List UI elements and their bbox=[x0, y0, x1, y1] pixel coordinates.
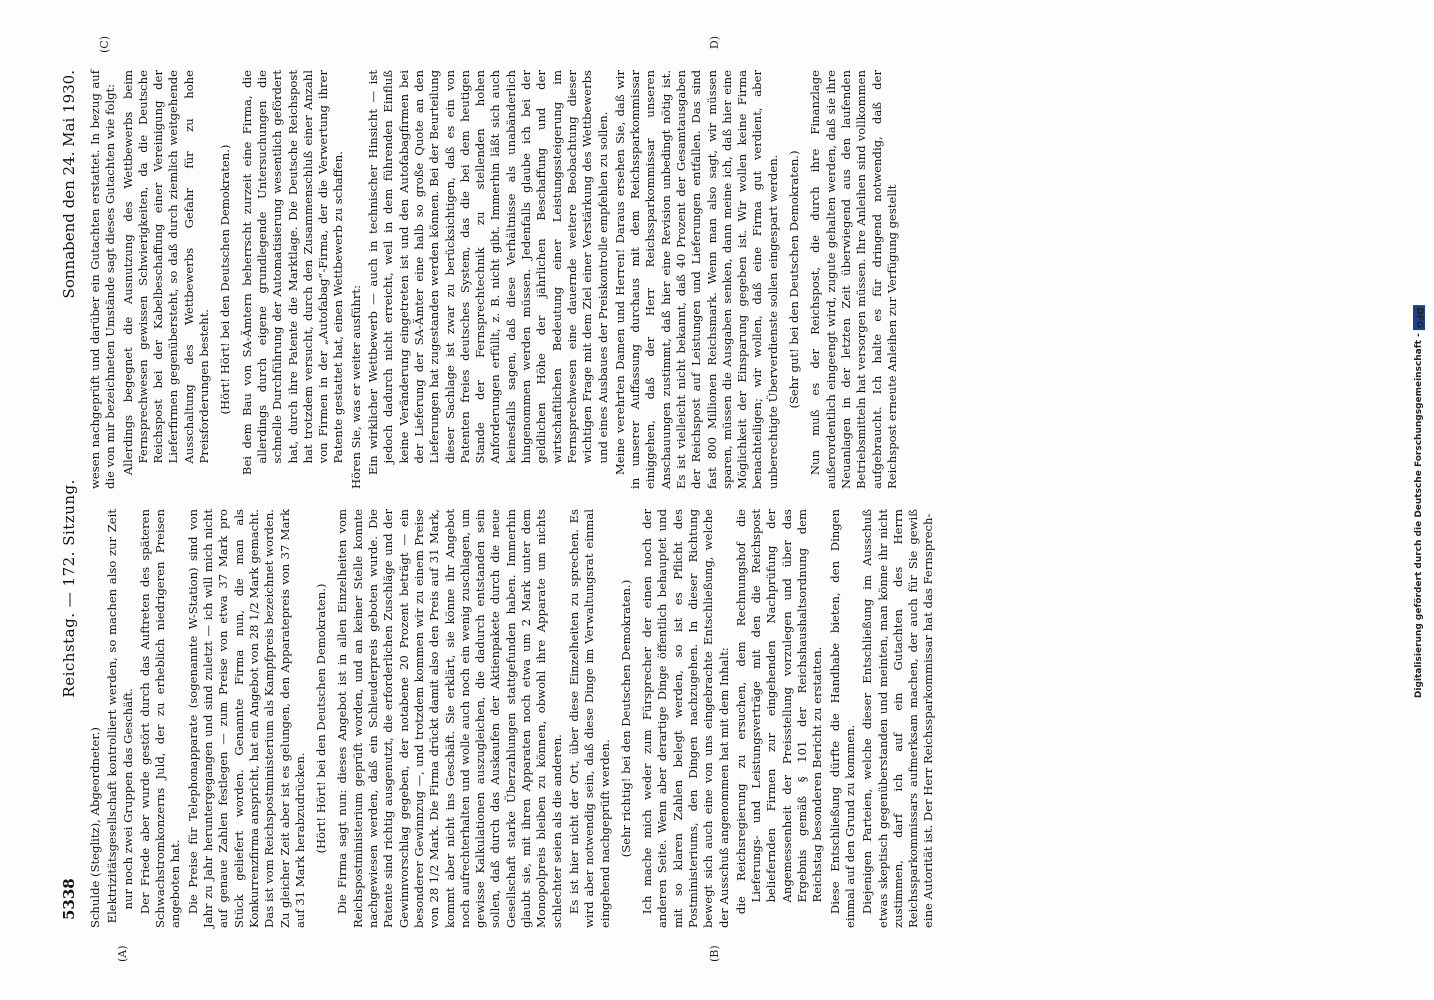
margin-mark-a: (A) bbox=[116, 945, 129, 962]
margin-mark-c: (C) bbox=[98, 36, 111, 53]
paragraph: wesen nachgeprüft und darüber ein Gutachten erstattet. In bezug auf die von mir bezeichneten Umstände sagt dieses Gutachten wie folgt: bbox=[88, 70, 118, 489]
digitization-credit bbox=[1404, 0, 1434, 1000]
dfg-logo: DFG bbox=[1414, 307, 1424, 329]
interjection: (Hört! Hört! bei den Deutschen Demokraten.) bbox=[218, 144, 233, 415]
paragraph: Der Friede aber wurde gestört durch das Auftreten des späteren Schwachstromkonzerns Juld, der zu erheblich niedrigeren Preisen angeboten hat. bbox=[137, 509, 183, 928]
paragraph: Elektrizitätsgesellschaft kontrolliert werden, so machen also zur Zeit nur noch zwei Gruppen das Geschäft. bbox=[105, 509, 135, 924]
credit-text: Digitalisierung gefördert durch die Deutsche Forschungsgemeinschaft - bbox=[1414, 333, 1424, 699]
paragraph: Ich mache mich weder zum Fürsprecher der einen noch der anderen Seite. Wenn aber derartige Dinge öffentlich behauptet und mit so klaren Zahlen belegt werden, so ist es Pflicht des Postministeriums, den Dingen nachzugehen. In dieser Richtung bewegt sich auch eine von uns eingebrachte Entschließung, welche der Ausschuß angenommen hat mit dem Inhalt: bbox=[640, 509, 731, 928]
paragraph: Es ist hier nicht der Ort, über diese Einzelheiten zu sprechen. Es wird aber notwendig sein, daß diese Dinge im Verwaltungsrat einmal eingehend nachgeprüft werden. bbox=[566, 509, 612, 928]
right-column bbox=[88, 36, 939, 489]
paragraph: Hören Sie, was er weiter ausführt: bbox=[348, 285, 363, 489]
page-header bbox=[60, 70, 78, 928]
left-column bbox=[88, 509, 939, 962]
interjection: (Sehr richtig! bei den Deutschen Demokraten.) bbox=[618, 579, 633, 858]
interjection: (Hört! Hört! bei den Deutschen Demokraten.) bbox=[314, 583, 329, 854]
quoted-report: Allerdings begegnet die Ausnutzung des Wettbewerbs beim Fernsprechwesen gewissen Schwierigkeiten, da die Deutsche Reichspost bei der Kabelbeschaffung einer Vereinigung der Lieferfirmen gegenübersteht, so daß durch ziemlich weitgehende Ausschaltung des Wettbewerbs Gefahr für zu hohe Preisforderungen besteht. bbox=[120, 70, 212, 476]
quoted-report: Bei dem Bau von SA-Ämtern beherrscht zurzeit eine Firma, die allerdings durch eigene grundlegende Untersuchungen die schnelle Durchführung der Automatisierung wesentlich gefördert hat, durch ihre Patente die Marktlage. Die Deutsche Reichspost hat trotzdem versucht, durch den Zusammenschluß einer Anzahl von Firmen in der „Autofabag“-Firma, der die Verwertung ihrer Patente gestattet hat, einen Wettbewerb zu schaffen. bbox=[239, 70, 346, 476]
quoted-resolution: die Reichsregierung zu ersuchen, dem Rechnungshof die Lieferungs- und Leistungsverträge mit den die Reichspost beliefernden Firmen zur eingehenden Nachprüfung der Angemessenheit der Preisstellung vorzulegen und über das Ergebnis gemäß § 101 der Reichshaushaltsordnung dem Reichstag besonderen Bericht zu erstatten. bbox=[733, 509, 825, 915]
text-columns bbox=[88, 36, 939, 962]
margin-mark-b: (B) bbox=[708, 945, 721, 962]
paragraph: Diejenigen Parteien, welche dieser Entschließung im Ausschuß etwas skeptisch gegenüberstanden und meinten, man könne ihr nicht zustimmen, darf ich auf ein Gutachten des Herrn Reichssparkommissars aufmerksam machen, der auch für Sie gewiß eine Autorität ist. Der Herr Reichssparkommissar hat das Fernsprech- bbox=[860, 509, 936, 928]
page-number: 5338 bbox=[60, 878, 78, 920]
interjection: (Sehr gut! bei den Deutschen Demokraten.) bbox=[787, 150, 802, 409]
paragraph: Diese Entschließung dürfte die Handhabe bieten, den Dingen einmal auf den Grund zu kommen. bbox=[827, 509, 857, 928]
paragraph: Nun muß es der Reichspost, die durch ihre Finanzlage außerordentlich eingeengt wird, zugute gehalten werden, daß sie ihre Neuanlagen in der letzten Zeit überwiegend aus den laufenden Betriebsmitteln hat versorgen müssen. Ihre Anleihen sind vollkommen aufgebraucht. Ich halte es für dringend notwendig, daß der Reichspost erneute Anleihen zur Verfügung gestellt bbox=[808, 70, 899, 489]
margin-mark-d: D) bbox=[708, 36, 721, 50]
paragraph: Meine verehrten Damen und Herren! Daraus ersehen Sie, daß wir in unserer Auffassung durchaus mit dem Reichssparkommissar einiggehen, daß der Herr Reichssparkommissar unseren Anschauungen zustimmt, daß hier eine Revision unbedingt nötig ist. Es ist vielleicht nicht bekannt, daß 40 Prozent der Gesamtausgaben der Reichspost auf Leistungen und Lieferungen entfallen. Das sind fast 800 Millionen Reichsmark. Wenn man also sagt, wir müssen sparen, müssen die Ausgaben senken, dann meine ich, daß hier eine Möglichkeit der Einsparung gegeben ist. Wir wollen keine Firma benachteiligen; wir wollen, daß eine Firma gut verdient, aber unberechtigte Überverdienste sollen eingespart werden. bbox=[612, 70, 780, 489]
quoted-report: Ein wirklicher Wettbewerb — auch in technischer Hinsicht — ist jedoch dadurch nicht erreicht, weil in dem führenden Einfluß keine Veränderung eingetreten ist und den Autofabagfirmen bei der Lieferung der SA-Ämter eine halb so große Quote an den Lieferungen hat zugestanden werden können. Bei der Beurteilung dieser Sachlage ist zwar zu berücksichtigen, daß es ein von Patenten freies deutsches System, das die bei dem heutigen Stande der Fernsprechtechnik zu stellenden hohen Anforderungen erfüllt, z. B. nicht gibt. Immerhin läßt sich auch keinesfalls sagen, daß diese Verhältnisse als unabänderlich hingenommen werden müssen. Jedenfalls glaube ich bei der geldlichen Höhe der jährlichen Beschaffung und der wirtschaftlichen Bedeutung einer Leistungssteigerung im Fernsprechwesen eine dauernde weitere Beobachtung dieser wichtigen Frage mit dem Ziel einer Verstärkung des Wettbewerbs und eines Ausbaues der Preiskontrolle empfehlen zu sollen. bbox=[366, 70, 610, 476]
speaker-line: Schulde (Steglitz), Abgeordneter.) bbox=[88, 727, 102, 928]
paragraph: Die Firma sagt nun: dieses Angebot ist in allen Einzelheiten vom Reichspostministerium geprüft worden, und an keiner Stelle konnte nachgewiesen werden, daß ein Schleuderpreis geboten wurde. Die Patente sind richtig ausgenutzt, die erforderlichen Zuschläge und der Gewinnvorschlag gegeben, der notabene 20 Prozent beträgt — ein besonderer Gewinnzug —, und trotzdem kommen wir zu einem Preise von 28 1/2 Mark. Die Firma drückt damit also den Preis auf 31 Mark, kommt aber nicht ins Geschäft. Sie erklärt, sie könne ihr Angebot noch aufrechterhalten und wolle auch noch ein wenig zuschlagen, um gewisse Kalkulationen auszugleichen, die dadurch entstanden sein sollen, daß durch das Auskaufen der Aktienpakete durch die neue Gesellschaft starke Überzahlungen stattgefunden haben. Immerhin glaubt sie, mit ihren Apparaten noch etwa um 2 Mark unter dem Monopolpreis bleiben zu können, obwohl ihre Apparate um nichts schlechter seien als die anderen. bbox=[335, 509, 564, 928]
paragraph: Die Preise für Telephonapparate (sogenannte W-Station) sind von Jahr zu Jahr heruntergegangen und sind zuletzt — ich will mich nicht auf genaue Zahlen festlegen — zum Preise von etwa 37 Mark pro Stück geliefert worden. Genannte Firma nun, die man als Konkurrenzfirma anspricht, hat ein Angebot von 28 1/2 Mark gemacht. Das ist vom Reichspostministerium als Kampfpreis bezeichnet worden. Zu gleicher Zeit aber ist es gelungen, den Apparatepreis von 37 Mark auf 31 Mark herabzudrücken. bbox=[185, 509, 307, 928]
session-title: Reichstag. — 172. Sitzung. bbox=[60, 479, 78, 698]
session-date: Sonnabend den 24. Mai 1930. bbox=[60, 70, 78, 299]
